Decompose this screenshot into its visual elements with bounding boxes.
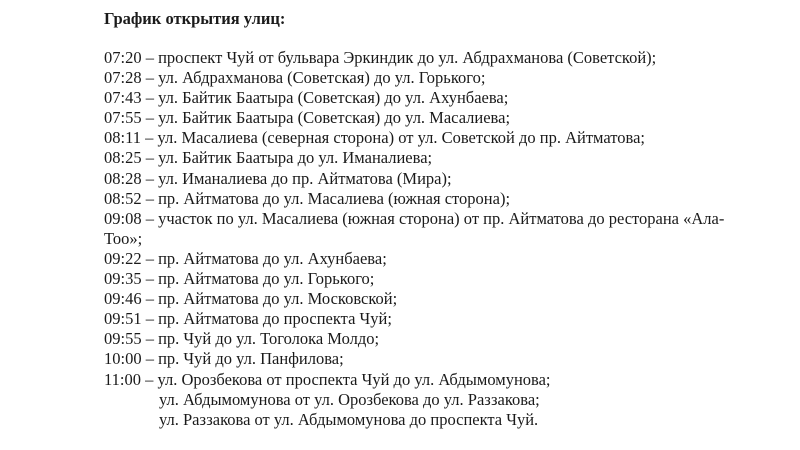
entry-text: ул. Байтик Баатыра (Советская) до ул. Ахунбаева; [158,88,509,108]
schedule-entry [104,309,784,329]
schedule-entry [104,329,784,349]
schedule-entry [104,289,784,309]
schedule-entry [104,148,784,168]
schedule-entry [104,209,784,229]
entry-text: пр. Айтматова до ул. Горького; [158,269,375,289]
entry-time: 07:55 [104,108,142,128]
entry-time: 07:28 [104,68,142,88]
schedule-continuation: ул. Раззакова от ул. Абдымомунова до проспекта Чуй. [159,409,539,429]
entry-dash: – [145,68,154,88]
entry-time: 09:46 [104,289,142,309]
entry-dash: – [145,88,154,108]
entry-dash: – [145,148,154,168]
schedule-entry [104,370,784,390]
entry-text: пр. Айтматова до ул. Ахунбаева; [158,248,387,268]
entry-dash: – [145,269,154,289]
entry-text: пр. Айтматова до ул. Московской; [158,289,398,309]
entry-time: 07:43 [104,88,142,108]
entry-dash: – [145,188,154,208]
schedule-entry [104,128,784,148]
entry-text: участок по ул. Масалиева (южная сторона) от пр. Айтматова до ресторана «Ала- [158,208,725,228]
schedule-entry [104,169,784,189]
schedule-entry-wrap [104,229,784,249]
entry-time: 09:55 [104,329,142,349]
schedule-entry [104,249,784,269]
entry-dash: – [145,309,154,329]
entry-time: 11:00 [104,369,141,389]
entry-dash: – [145,329,154,349]
entry-dash: – [145,349,154,369]
document [104,9,784,430]
entry-dash: – [145,128,154,148]
page-title: График открытия улиц: [104,9,286,28]
entry-text: пр. Айтматова до ул. Масалиева (южная сторона); [158,188,511,208]
entry-text: ул. Байтик Баатыра (Советская) до ул. Масалиева; [158,108,511,128]
entry-time: 09:51 [104,309,142,329]
entry-dash: – [145,248,154,268]
entry-time: 10:00 [104,349,142,369]
entry-text: ул. Орозбекова от проспекта Чуй до ул. Абдымомунова; [157,369,551,389]
entry-text: проспект Чуй от бульвара Эркиндик до ул. Абдрахманова (Советской); [158,48,657,67]
entry-time: 08:11 [104,128,141,148]
schedule-entry [104,269,784,289]
schedule-entry [104,349,784,369]
entry-time: 09:08 [104,208,142,228]
entry-text: пр. Чуй до ул. Панфилова; [158,349,344,369]
entry-dash: – [145,369,154,389]
entry-text: ул. Иманалиева до пр. Айтматова (Мира); [158,168,452,188]
entry-text: пр. Айтматова до проспекта Чуй; [158,309,392,329]
entry-time: 08:25 [104,148,142,168]
entry-time: 08:28 [104,168,142,188]
entry-text: ул. Байтик Баатыра до ул. Иманалиева; [158,148,433,168]
entry-dash: – [145,168,154,188]
entry-time: 09:22 [104,248,142,268]
entry-time: 09:35 [104,269,142,289]
schedule-entry [104,108,784,128]
schedule-continuation: ул. Абдымомунова от ул. Орозбекова до ул. Раззакова; [159,389,540,409]
entry-dash: – [145,108,154,128]
schedule-entry [104,48,784,68]
entry-dash: – [145,48,154,67]
entry-text: ул. Абдрахманова (Советская) до ул. Горького; [158,68,486,88]
entry-dash: – [145,208,154,228]
schedule-entry [104,68,784,88]
entry-time: 07:20 [104,48,142,67]
entry-text: пр. Чуй до ул. Тоголока Молдо; [158,329,380,349]
entry-dash: – [145,289,154,309]
entry-text: ул. Масалиева (северная сторона) от ул. Советской до пр. Айтматова; [157,128,645,148]
entry-text-continued: Тоо»; [104,228,143,248]
entry-time: 08:52 [104,188,142,208]
schedule-list [104,48,784,430]
schedule-entry [104,189,784,209]
schedule-entry [104,88,784,108]
